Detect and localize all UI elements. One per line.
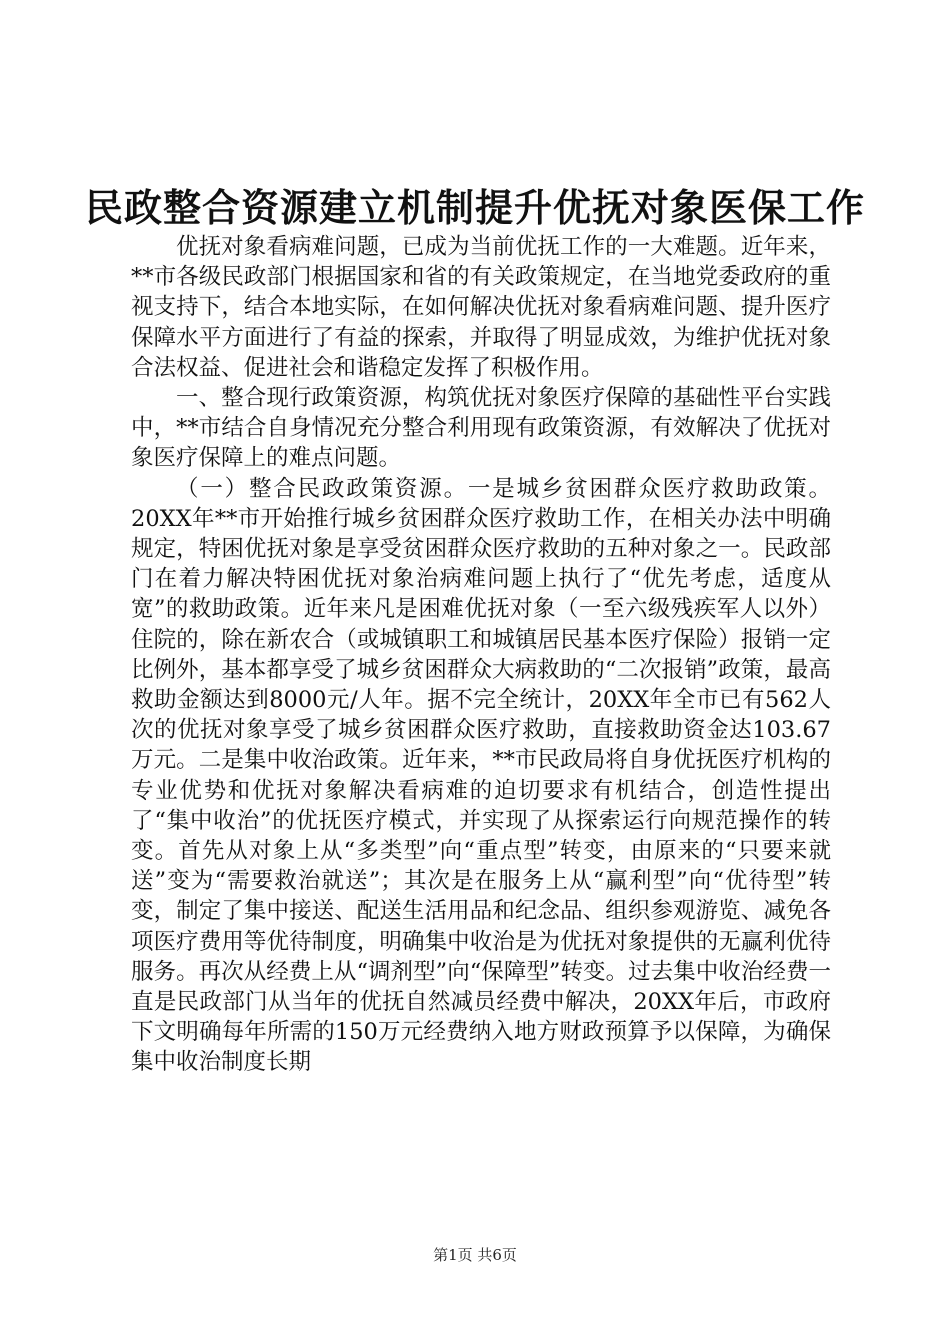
page-footer: 第1页 共6页 (433, 1246, 517, 1264)
paragraph: 一、整合现行政策资源，构筑优抚对象医疗保障的基础性平台实践中，**市结合自身情况充分整合利用现有政策资源，有效解决了优抚对象医疗保障上的难点问题。 (131, 385, 831, 472)
paragraph: 优抚对象看病难问题，已成为当前优抚工作的一大难题。近年来，**市各级民政部门根据国家和省的有关政策规定，在当地党委政府的重视支持下，结合本地实际，在如何解决优抚对象看病难问题、提升医疗保障水平方面进行了有益的探索，并取得了明显成效，为维护优抚对象合法权益、促进社会和谐稳定发挥了积极作用。 (131, 234, 831, 381)
paragraph: （一）整合民政政策资源。一是城乡贫困群众医疗救助政策。20XX年**市开始推行城乡贫困群众医疗救助工作，在相关办法中明确规定，特困优抚对象是享受贫困群众医疗救助的五种对象之一。民政部门在着力解决特困优抚对象治病难问题上执行了“优先考虑，适度从宽”的救助政策。近年来凡是困难优抚对象（一至六级残疾军人以外）住院的，除在新农合（或城镇职工和城镇居民基本医疗保险）报销一定比例外，基本都享受了城乡贫困群众大病救助的“二次报销”政策，最高救助金额达到8000元/人年。据不完全统计，20XX年全市已有562人次的优抚对象享受了城乡贫困群众医疗救助，直接救助资金达103.67万元。二是集中收治政策。近年来，**市民政局将自身优抚医疗机构的专业优势和优抚对象解决看病难的迫切要求有机结合，创造性提出了“集中收治”的优抚医疗模式，并实现了从探索运行向规范操作的转变。首先从对象上从“多类型”向“重点型”转变，由原来的“只要来就送”变为“需要救治就送”；其次是在服务上从“赢利型”向“优待型”转变，制定了集中接送、配送生活用品和纪念品、组织参观游览、减免各项医疗费用等优待制度，明确集中收治是为优抚对象提供的无赢利优待服务。再次从经费上从“调剂型”向“保障型”转变。过去集中收治经费一直是民政部门从当年的优抚自然减员经费中解决，20XX年后，市政府下文明确每年所需的150万元经费纳入地方财政预算予以保障，为确保集中收治制度长期 (131, 475, 831, 1076)
document-title: 民政整合资源建立机制提升优抚对象医保工作 (84, 185, 865, 230)
document-body (131, 232, 831, 1078)
